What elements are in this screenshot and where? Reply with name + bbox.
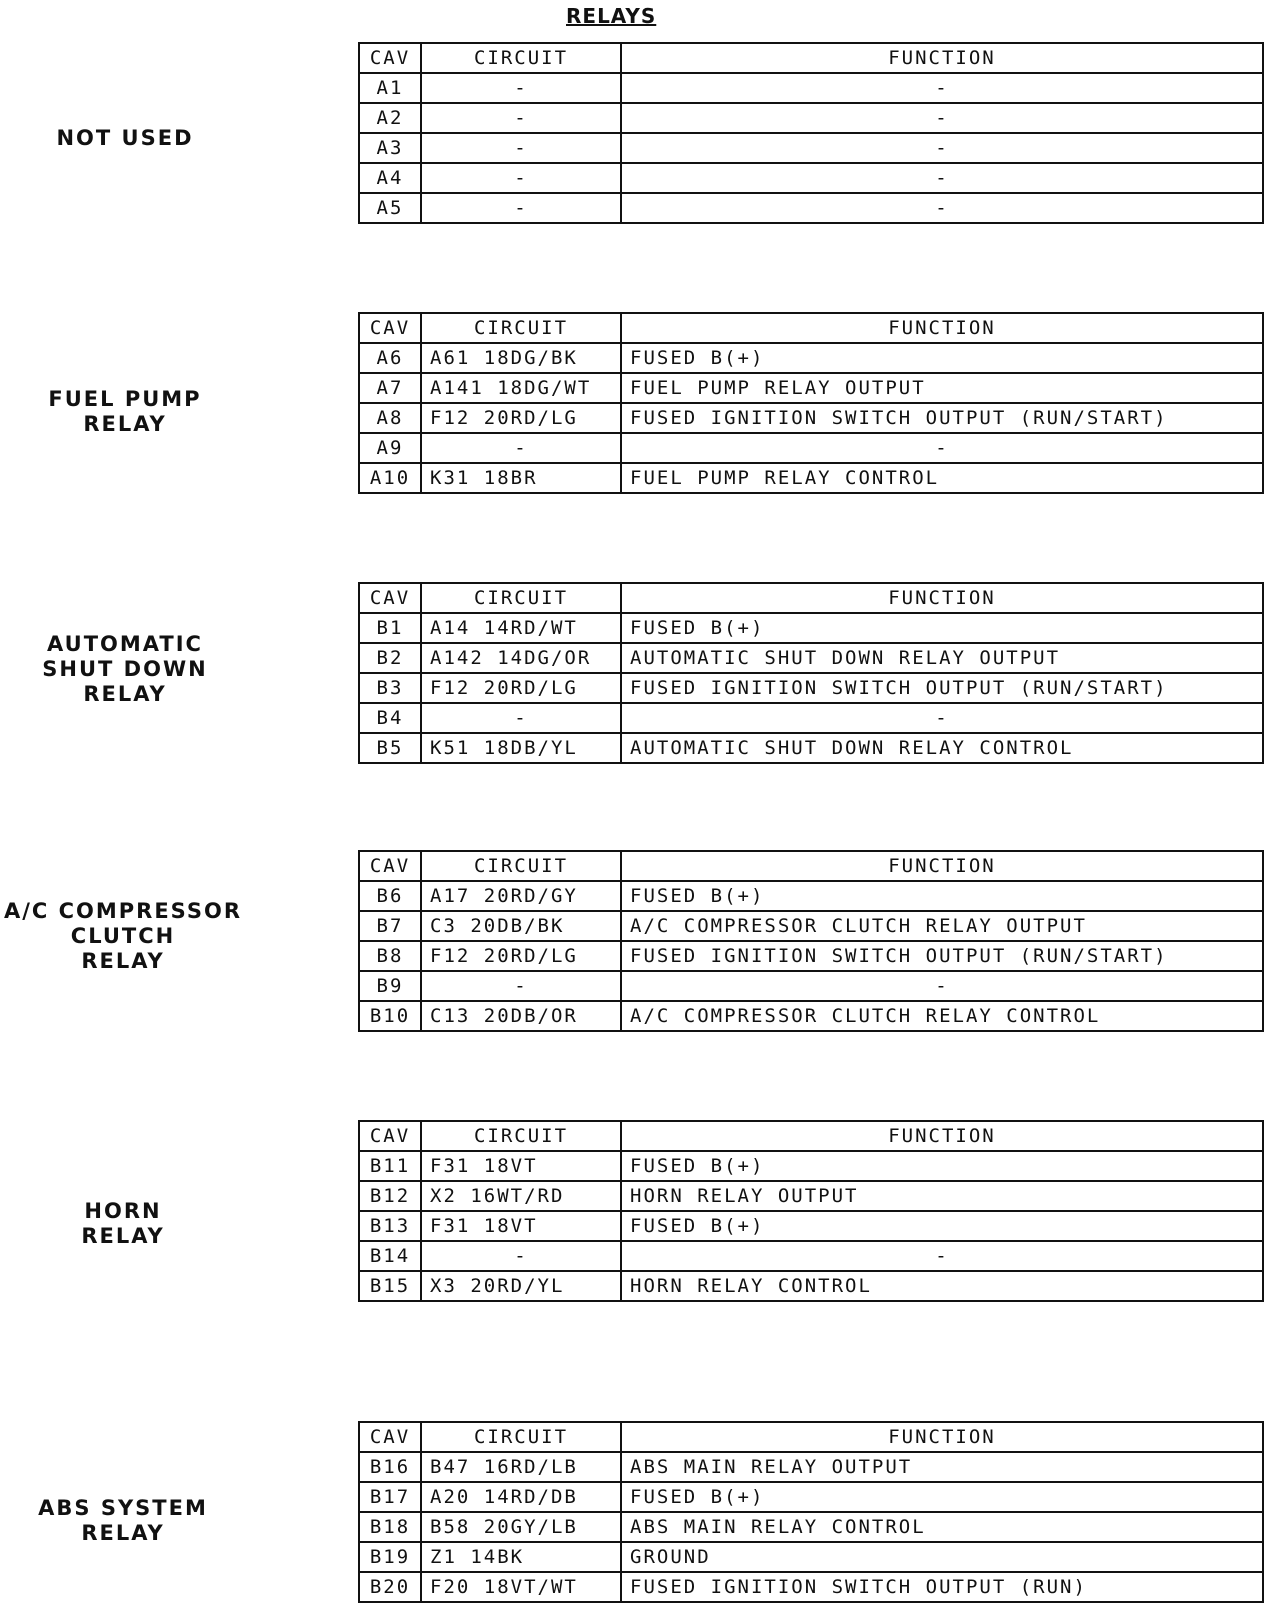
circuit-cell: - [421,1241,621,1271]
function-cell: AUTOMATIC SHUT DOWN RELAY CONTROL [621,733,1263,763]
document-title: RELAYS [566,4,657,28]
cav-cell: A5 [359,193,421,223]
function-cell: - [621,193,1263,223]
cav-cell: B5 [359,733,421,763]
table-row [359,403,1263,433]
cav-cell: B16 [359,1452,421,1482]
header-circuit: CIRCUIT [421,313,621,343]
table-row [359,613,1263,643]
cav-cell: B19 [359,1542,421,1572]
table-header-row [359,313,1263,343]
table-row [359,643,1263,673]
table-row [359,1181,1263,1211]
circuit-cell: A14 14RD/WT [421,613,621,643]
circuit-cell: F20 18VT/WT [421,1572,621,1602]
function-cell: FUEL PUMP RELAY OUTPUT [621,373,1263,403]
table-row [359,373,1263,403]
table-header-row [359,43,1263,73]
circuit-cell: X3 20RD/YL [421,1271,621,1301]
header-circuit: CIRCUIT [421,1121,621,1151]
pin-table-horn-relay [358,1120,1264,1302]
table-header-row [359,1422,1263,1452]
table-row [359,133,1263,163]
table-row [359,1452,1263,1482]
section-label-automatic-shut-down-relay: AUTOMATIC SHUT DOWN RELAY [42,632,208,706]
function-cell: - [621,1241,1263,1271]
table-row [359,733,1263,763]
circuit-cell: K31 18BR [421,463,621,493]
circuit-cell: - [421,703,621,733]
function-cell: FUSED B(+) [621,1211,1263,1241]
cav-cell: B6 [359,881,421,911]
table-row [359,1211,1263,1241]
cav-cell: B8 [359,941,421,971]
function-cell: FUSED IGNITION SWITCH OUTPUT (RUN/START) [621,673,1263,703]
function-cell: - [621,103,1263,133]
header-cav: CAV [359,313,421,343]
circuit-cell: Z1 14BK [421,1542,621,1572]
function-cell: GROUND [621,1542,1263,1572]
cav-cell: B2 [359,643,421,673]
function-cell: - [621,433,1263,463]
cav-cell: B13 [359,1211,421,1241]
cav-cell: B11 [359,1151,421,1181]
circuit-cell: F31 18VT [421,1151,621,1181]
table-header-row [359,583,1263,613]
header-function: FUNCTION [621,583,1263,613]
section-label-abs-system-relay: ABS SYSTEM RELAY [38,1496,208,1545]
cav-cell: A6 [359,343,421,373]
cav-cell: B10 [359,1001,421,1031]
cav-cell: B17 [359,1482,421,1512]
function-cell: FUSED B(+) [621,343,1263,373]
header-circuit: CIRCUIT [421,1422,621,1452]
table-row [359,703,1263,733]
circuit-cell: F12 20RD/LG [421,403,621,433]
header-cav: CAV [359,1121,421,1151]
function-cell: FUSED IGNITION SWITCH OUTPUT (RUN) [621,1572,1263,1602]
header-cav: CAV [359,851,421,881]
cav-cell: A1 [359,73,421,103]
function-cell: FUSED B(+) [621,1482,1263,1512]
section-label-fuel-pump-relay: FUEL PUMP RELAY [48,387,202,436]
circuit-cell: A141 18DG/WT [421,373,621,403]
circuit-cell: - [421,133,621,163]
circuit-cell: - [421,193,621,223]
function-cell: - [621,133,1263,163]
table-row [359,463,1263,493]
table-row [359,1542,1263,1572]
section-label-horn-relay: HORN RELAY [81,1199,165,1248]
table-row [359,343,1263,373]
circuit-cell: A142 14DG/OR [421,643,621,673]
table-row [359,193,1263,223]
function-cell: ABS MAIN RELAY CONTROL [621,1512,1263,1542]
header-function: FUNCTION [621,1121,1263,1151]
function-cell: FUSED IGNITION SWITCH OUTPUT (RUN/START) [621,403,1263,433]
circuit-cell: X2 16WT/RD [421,1181,621,1211]
pin-table-abs-system-relay [358,1421,1264,1603]
table-row [359,163,1263,193]
cav-cell: A3 [359,133,421,163]
header-function: FUNCTION [621,313,1263,343]
table-row [359,1482,1263,1512]
table-row [359,73,1263,103]
header-cav: CAV [359,583,421,613]
cav-cell: B15 [359,1271,421,1301]
cav-cell: B4 [359,703,421,733]
table-row [359,1151,1263,1181]
function-cell: - [621,971,1263,1001]
table-row [359,1001,1263,1031]
table-row [359,971,1263,1001]
function-cell: HORN RELAY OUTPUT [621,1181,1263,1211]
header-function: FUNCTION [621,1422,1263,1452]
pin-table-not-used [358,42,1264,224]
cav-cell: A10 [359,463,421,493]
cav-cell: B7 [359,911,421,941]
header-circuit: CIRCUIT [421,583,621,613]
function-cell: - [621,703,1263,733]
cav-cell: B1 [359,613,421,643]
pin-table-ac-compressor-clutch-relay [358,850,1264,1032]
header-function: FUNCTION [621,851,1263,881]
cav-cell: A2 [359,103,421,133]
pin-table-fuel-pump-relay [358,312,1264,494]
circuit-cell: - [421,971,621,1001]
function-cell: FUSED IGNITION SWITCH OUTPUT (RUN/START) [621,941,1263,971]
header-circuit: CIRCUIT [421,43,621,73]
circuit-cell: - [421,103,621,133]
function-cell: AUTOMATIC SHUT DOWN RELAY OUTPUT [621,643,1263,673]
function-cell: - [621,163,1263,193]
function-cell: ABS MAIN RELAY OUTPUT [621,1452,1263,1482]
table-row [359,1271,1263,1301]
circuit-cell: A61 18DG/BK [421,343,621,373]
table-row [359,1241,1263,1271]
table-row [359,673,1263,703]
table-row [359,911,1263,941]
table-row [359,881,1263,911]
table-row [359,103,1263,133]
table-row [359,941,1263,971]
circuit-cell: C3 20DB/BK [421,911,621,941]
circuit-cell: A20 14RD/DB [421,1482,621,1512]
function-cell: FUSED B(+) [621,1151,1263,1181]
circuit-cell: C13 20DB/OR [421,1001,621,1031]
table-row [359,1512,1263,1542]
cav-cell: A4 [359,163,421,193]
section-label-ac-compressor-clutch-relay: A/C COMPRESSOR CLUTCH RELAY [3,899,243,973]
function-cell: - [621,73,1263,103]
cav-cell: B9 [359,971,421,1001]
function-cell: HORN RELAY CONTROL [621,1271,1263,1301]
cav-cell: B18 [359,1512,421,1542]
function-cell: FUSED B(+) [621,881,1263,911]
table-header-row [359,851,1263,881]
circuit-cell: F12 20RD/LG [421,673,621,703]
function-cell: A/C COMPRESSOR CLUTCH RELAY OUTPUT [621,911,1263,941]
circuit-cell: F31 18VT [421,1211,621,1241]
header-circuit: CIRCUIT [421,851,621,881]
cav-cell: B3 [359,673,421,703]
table-row [359,1572,1263,1602]
circuit-cell: - [421,163,621,193]
header-cav: CAV [359,1422,421,1452]
function-cell: FUSED B(+) [621,613,1263,643]
section-label-not-used: NOT USED [56,126,194,150]
cav-cell: A7 [359,373,421,403]
circuit-cell: B47 16RD/LB [421,1452,621,1482]
circuit-cell: F12 20RD/LG [421,941,621,971]
function-cell: A/C COMPRESSOR CLUTCH RELAY CONTROL [621,1001,1263,1031]
cav-cell: A8 [359,403,421,433]
header-function: FUNCTION [621,43,1263,73]
circuit-cell: A17 20RD/GY [421,881,621,911]
circuit-cell: K51 18DB/YL [421,733,621,763]
circuit-cell: - [421,73,621,103]
table-header-row [359,1121,1263,1151]
cav-cell: B20 [359,1572,421,1602]
header-cav: CAV [359,43,421,73]
table-row [359,433,1263,463]
cav-cell: A9 [359,433,421,463]
pin-table-automatic-shut-down-relay [358,582,1264,764]
circuit-cell: B58 20GY/LB [421,1512,621,1542]
function-cell: FUEL PUMP RELAY CONTROL [621,463,1263,493]
circuit-cell: - [421,433,621,463]
cav-cell: B14 [359,1241,421,1271]
cav-cell: B12 [359,1181,421,1211]
